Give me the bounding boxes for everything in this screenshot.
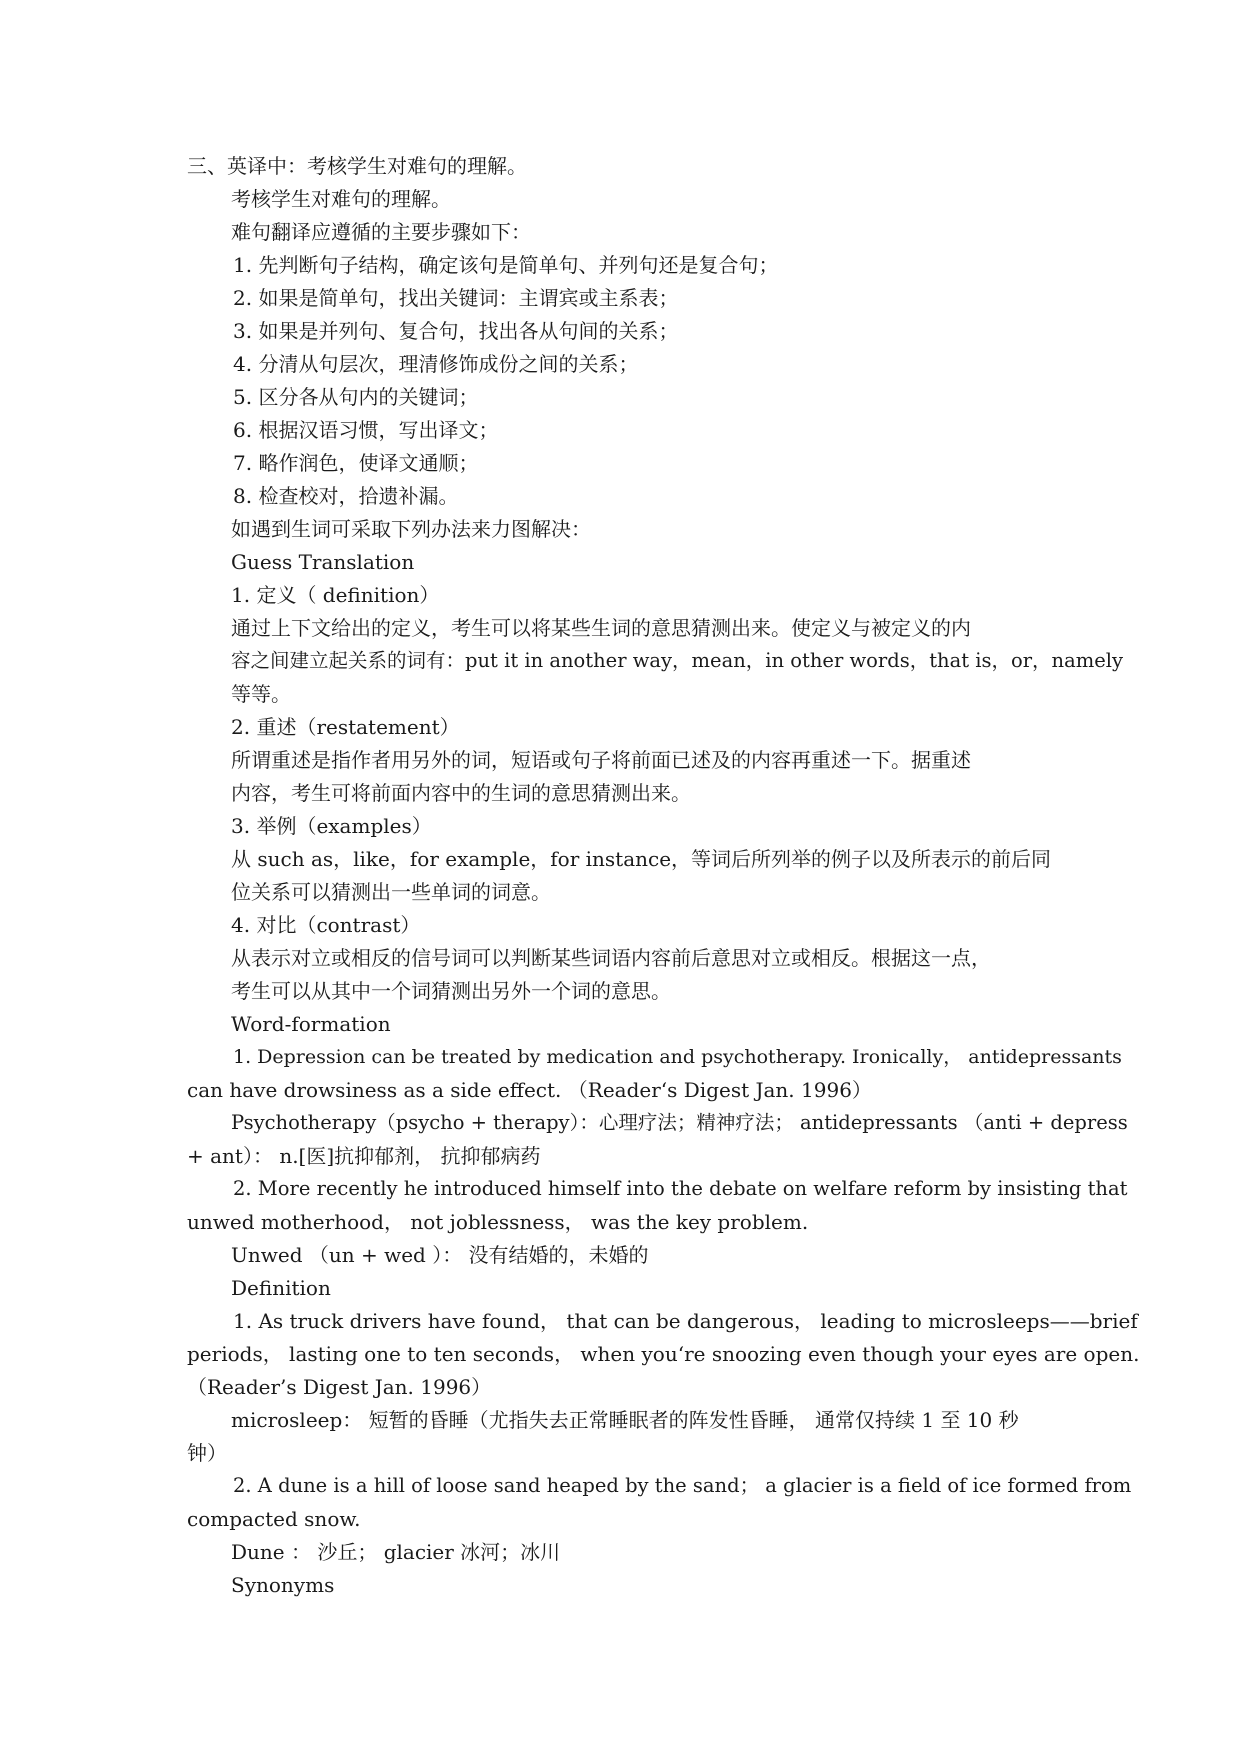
example-line: can have drowsiness as a side effect. （Reader‘s Digest Jan. 1996） (187, 1078, 872, 1102)
step-item: 8. 检查校对，拾遗补漏。 (233, 484, 459, 508)
text-line: 位关系可以猜测出一些单词的词意。 (231, 880, 551, 904)
gloss-line: Dune ： 沙丘； glacier 冰河；冰川 (231, 1540, 561, 1564)
text-line: 难句翻译应遵循的主要步骤如下： (231, 220, 531, 244)
method-heading: 3. 举例（examples） (231, 814, 432, 838)
method-heading: 1. 定义（ definition） (231, 583, 440, 607)
method-heading: 4. 对比（contrast） (231, 913, 421, 937)
subheading: Word-formation (231, 1012, 391, 1036)
example-line: 2. More recently he introduced himself into the debate on welfare reform by insisting that (233, 1177, 1128, 1200)
step-item: 3. 如果是并列句、复合句，找出各从句间的关系； (233, 319, 679, 343)
example-line: unwed motherhood， not joblessness， was the key problem. (187, 1210, 809, 1234)
text-line: 通过上下文给出的定义，考生可以将某些生词的意思猜测出来。使定义与被定义的内 (231, 616, 971, 640)
example-line: 1. Depression can be treated by medication and psychotherapy. Ironically， antidepressants (233, 1046, 1122, 1068)
text-line: 考核学生对难句的理解。 (231, 187, 451, 211)
step-item: 7. 略作润色，使译文通顺； (233, 451, 479, 475)
section-heading: 三、英译中：考核学生对难句的理解。 (187, 154, 527, 178)
step-item: 1. 先判断句子结构，确定该句是简单句、并列句还是复合句； (233, 253, 779, 277)
subheading: Guess Translation (231, 550, 415, 574)
text-line: 容之间建立起关系的词有：put it in another way，mean，in other words，that is，or，namely (231, 649, 1124, 672)
gloss-line: + ant）： n.[医]抗抑郁剂， 抗抑郁病药 (187, 1144, 541, 1168)
gloss-line: 钟） (187, 1441, 227, 1465)
text-line: 等等。 (231, 682, 291, 706)
subheading: Synonyms (231, 1573, 335, 1597)
text-line: 考生可以从其中一个词猜测出另外一个词的意思。 (231, 979, 671, 1003)
method-heading: 2. 重述（restatement） (231, 715, 460, 739)
step-item: 6. 根据汉语习惯，写出译文； (233, 418, 499, 442)
step-item: 5. 区分各从句内的关键词； (233, 385, 479, 409)
example-line: compacted snow. (187, 1507, 361, 1531)
example-line: （Reader’s Digest Jan. 1996） (187, 1375, 492, 1399)
gloss-line: microsleep： 短暂的昏睡（尤指失去正常睡眠者的阵发性昏睡， 通常仅持续 1 至 10 秒 (231, 1408, 1019, 1432)
example-line: 2. A dune is a hill of loose sand heaped by the sand； a glacier is a field of ice formed from (233, 1474, 1132, 1497)
gloss-line: Psychotherapy（psycho + therapy）：心理疗法；精神疗法； antidepressants （anti + depress (231, 1111, 1128, 1134)
text-line: 所谓重述是指作者用另外的词，短语或句子将前面已述及的内容再重述一下。据重述 (231, 748, 971, 772)
example-line: 1. As truck drivers have found， that can be dangerous， leading to microsleeps——brief (233, 1309, 1138, 1333)
text-line: 内容，考生可将前面内容中的生词的意思猜测出来。 (231, 781, 691, 805)
gloss-line: Unwed （un + wed ）： 没有结婚的，未婚的 (231, 1243, 649, 1267)
text-line: 从 such as，like，for example，for instance，等词后所列举的例子以及所表示的前后同 (231, 847, 1052, 871)
step-item: 4. 分清从句层次，理清修饰成份之间的关系； (233, 352, 639, 376)
text-line: 从表示对立或相反的信号词可以判断某些词语内容前后意思对立或相反。根据这一点， (231, 946, 991, 970)
subheading: Definition (231, 1276, 331, 1300)
step-item: 2. 如果是简单句，找出关键词：主谓宾或主系表； (233, 286, 679, 310)
example-line: periods， lasting one to ten seconds， when you‘re snoozing even though your eyes are open. (187, 1342, 1140, 1366)
text-line: 如遇到生词可采取下列办法来力图解决： (231, 517, 591, 541)
